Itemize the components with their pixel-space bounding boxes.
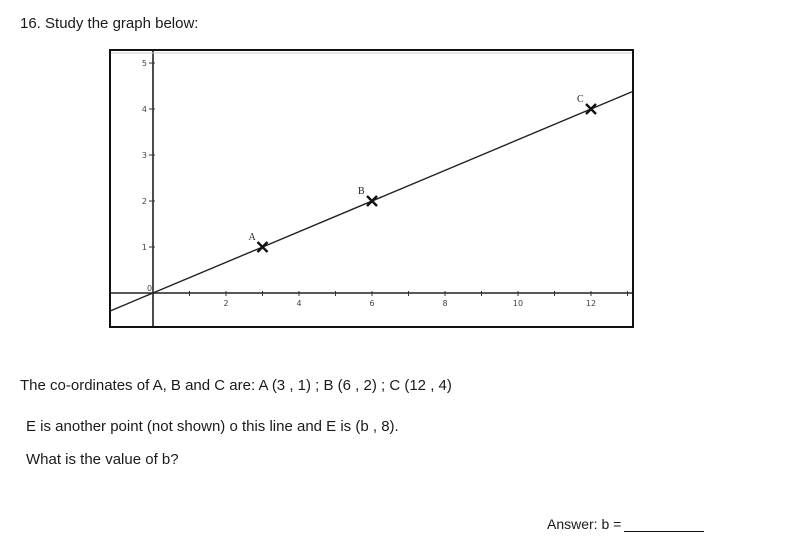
point-b-label: B [358,186,365,197]
x-tick-label: 8 [442,299,448,308]
answer-blank[interactable] [624,517,704,532]
answer-area [547,516,704,532]
y-tick-label: 1 [141,243,147,252]
point-a-marker [258,242,268,252]
point-c-marker [586,104,596,114]
point-b-marker [367,196,377,206]
x-tick-label: 12 [585,299,597,308]
point-c-label: C [577,94,584,105]
answer-label: Answer: b = [547,516,622,532]
x-tick-label: 4 [296,299,302,308]
x-tick-label: 6 [369,299,375,308]
y-tick-label: 2 [141,197,147,206]
graph-svg [111,51,632,326]
y-tick-label: 3 [141,151,147,160]
x-tick-label: 2 [223,299,229,308]
point-a-label: A [248,232,256,243]
coordinates-text: The co-ordinates of A, B and C are: A (3 , 1) ; B (6 , 2) ; C (12 , 4) [20,377,452,394]
question-prompt: What is the value of b? [26,451,179,468]
point-e-text: E is another point (not shown) o this line and E is (b , 8). [26,418,399,435]
origin-label: 0 [147,284,153,293]
question-title: 16. Study the graph below: [20,15,199,32]
line-graph [109,49,634,328]
y-tick-label: 4 [141,105,147,114]
x-tick-label: 10 [512,299,524,308]
y-tick-label: 5 [141,59,147,68]
